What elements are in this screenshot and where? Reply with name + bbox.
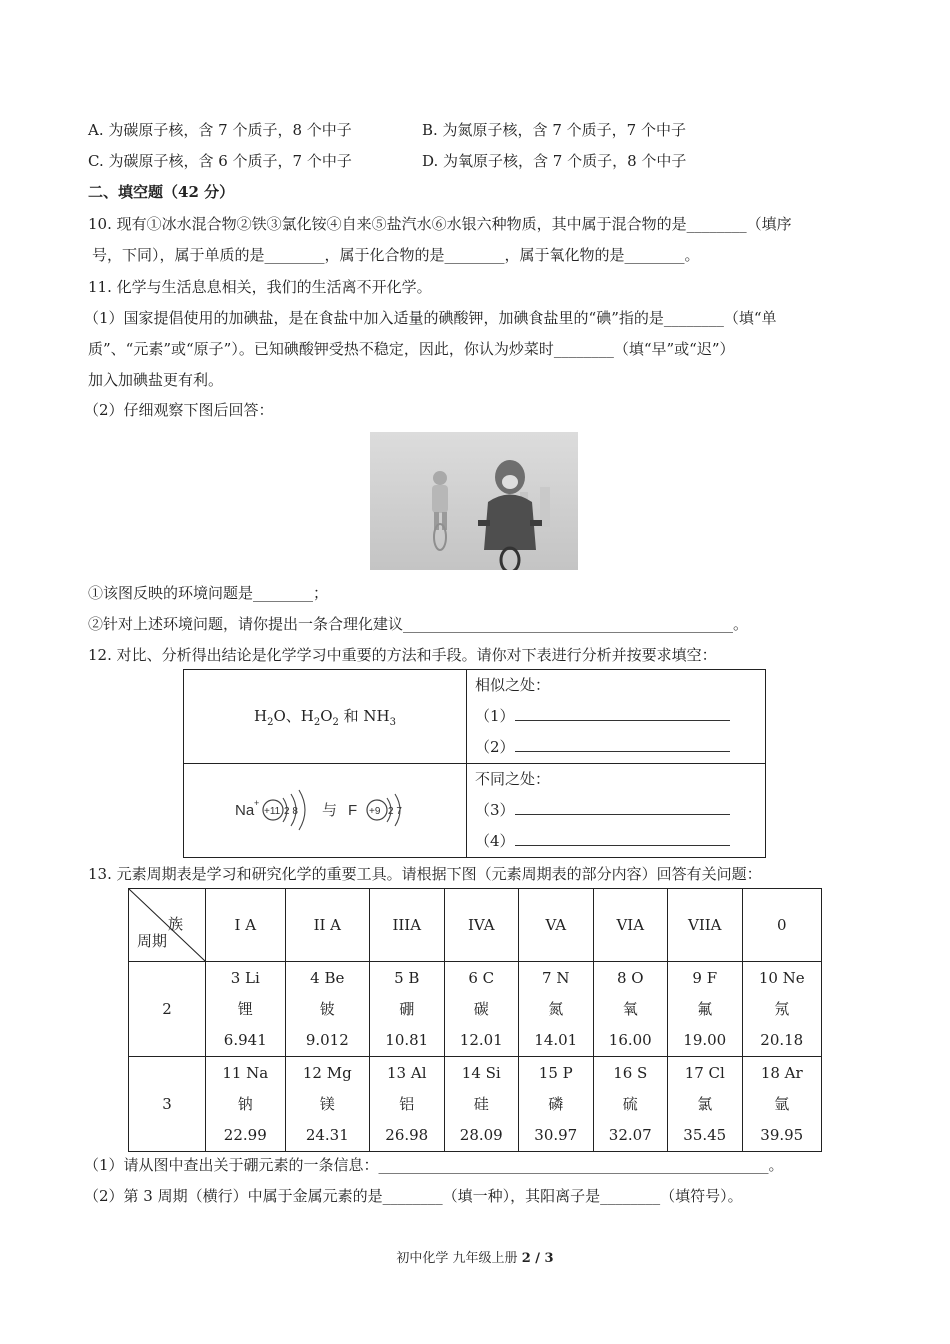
q13-title: 13. 元素周期表是学习和研究化学的重要工具。请根据下图（元素周期表的部分内容）回答有关问题： <box>88 865 762 883</box>
group-header: VIA <box>593 889 668 962</box>
element-cell: 7 N 氮 14.01 <box>519 962 594 1057</box>
q11-title: 11. 化学与生活息息相关，我们的生活离不开化学。 <box>88 278 432 296</box>
option-a: A. 为碳原子核，含 7 个质子，8 个中子 <box>88 121 352 139</box>
element-cell: 4 Be 铍 9.012 <box>285 962 369 1057</box>
similar-label: 相似之处： <box>475 676 551 694</box>
element-cell: 16 S 硫 32.07 <box>593 1057 668 1152</box>
similar-cell <box>467 670 766 764</box>
blank-3[interactable] <box>515 798 730 815</box>
section-2-title: 二、填空题（42 分） <box>88 183 235 201</box>
na-nucleus-charge: +11 <box>264 805 281 817</box>
and-word: 与 <box>322 800 338 819</box>
na-shell-electrons: 2 8 <box>284 805 298 817</box>
f-shell-electrons: 2 7 <box>388 805 402 817</box>
q10-line2: 号，下同），属于单质的是________，属于化合物的是________，属于氧化物的是________。 <box>92 246 700 264</box>
element-cell: 6 C 碳 12.01 <box>444 962 519 1057</box>
na-symbol: Na <box>235 801 255 819</box>
q10-line1: 10. 现有①冰水混合物②铁③氯化铵④自来⑤盐汽水⑥水银六种物质，其中属于混合物的是________（填序 <box>88 215 792 233</box>
element-cell: 13 Al 铝 26.98 <box>370 1057 445 1152</box>
blank-2[interactable] <box>515 735 730 752</box>
option-b: B. 为氮原子核，含 7 个质子，7 个中子 <box>422 121 686 139</box>
blank-2-label: （2） <box>475 738 515 756</box>
element-cell: 9 F 氟 19.00 <box>668 962 743 1057</box>
element-cell: 12 Mg 镁 24.31 <box>285 1057 369 1152</box>
q12-title: 12. 对比、分析得出结论是化学学习中重要的方法和手段。请你对下表进行分析并按要求填空： <box>88 646 717 664</box>
compounds-cell <box>184 670 467 764</box>
q13-p1: （1）请从图中查出关于硼元素的一条信息：____________________________________________________。 <box>84 1156 784 1174</box>
blank-1[interactable] <box>515 704 730 721</box>
period-row <box>129 962 822 1057</box>
different-cell <box>467 764 766 858</box>
element-cell: 5 B 硼 10.81 <box>370 962 445 1057</box>
period-row <box>129 1057 822 1152</box>
group-header: VA <box>519 889 594 962</box>
period-label: 3 <box>129 1057 206 1152</box>
f-nucleus-charge: +9 <box>369 805 381 817</box>
blank-4[interactable] <box>515 829 730 846</box>
corner-group-label: 族 <box>167 915 183 933</box>
q11-sub1: ①该图反映的环境问题是________； <box>88 584 329 602</box>
na-charge: + <box>254 797 260 808</box>
element-cell: 14 Si 硅 28.09 <box>444 1057 519 1152</box>
group-header: I A <box>206 889 286 962</box>
group-header: 0 <box>742 889 821 962</box>
group-header: IVA <box>444 889 519 962</box>
q11-p1-line3: 加入加碘盐更有利。 <box>88 371 224 389</box>
element-cell: 8 O 氧 16.00 <box>593 962 668 1057</box>
corner-period-label: 周期 <box>137 932 168 950</box>
group-header: IIIA <box>370 889 445 962</box>
na-shell-3 <box>299 790 305 830</box>
atom-structure-diagram <box>225 776 425 842</box>
periodic-table <box>128 888 822 1152</box>
q11-p1-line2: 质”、“元素”或“原子”）。已知碘酸钾受热不稳定，因此，你认为炒菜时________（填“早”或“迟”） <box>88 340 735 358</box>
option-d: D. 为氧原子核，含 7 个质子，8 个中子 <box>422 152 687 170</box>
page-footer <box>0 1247 950 1266</box>
blank-3-label: （3） <box>475 801 515 819</box>
f-symbol: F <box>348 801 358 819</box>
q11-p1-line1: （1）国家提倡使用的加碘盐，是在食盐中加入适量的碘酸钾，加碘食盐里的“碘”指的是________（填“单 <box>84 309 777 327</box>
element-cell: 18 Ar 氩 39.95 <box>742 1057 821 1152</box>
element-cell: 15 P 磷 30.97 <box>519 1057 594 1152</box>
comparison-table <box>183 669 766 858</box>
group-header: II A <box>285 889 369 962</box>
group-header: VIIA <box>668 889 743 962</box>
q13-p2: （2）第 3 周期（横行）中属于金属元素的是________（填一种），其阳离子是________（填符号）。 <box>84 1187 743 1205</box>
q11-sub2: ②针对上述环境问题，请你提出一条合理化建议____________________________________________。 <box>88 615 749 633</box>
element-cell: 10 Ne 氖 20.18 <box>742 962 821 1057</box>
q11-p2: （2）仔细观察下图后回答： <box>84 401 274 419</box>
blank-1-label: （1） <box>475 707 515 725</box>
blank-4-label: （4） <box>475 832 515 850</box>
page-number: 2 / 3 <box>521 1251 554 1266</box>
table-corner <box>129 889 206 962</box>
footer-text: 初中化学 九年级上册 <box>396 1251 522 1266</box>
option-c: C. 为碳原子核，含 6 个质子，7 个中子 <box>88 152 352 170</box>
element-cell: 3 Li 锂 6.941 <box>206 962 286 1057</box>
different-label: 不同之处： <box>475 770 551 788</box>
element-cell: 11 Na 钠 22.99 <box>206 1057 286 1152</box>
element-cell: 17 Cl 氯 35.45 <box>668 1057 743 1152</box>
atom-diagram-cell <box>184 764 467 858</box>
compounds-formula: $H_2O$、$H_2O_2$ 和 $NH_3$ <box>253 707 397 728</box>
smog-photo <box>370 432 578 570</box>
period-label: 2 <box>129 962 206 1057</box>
